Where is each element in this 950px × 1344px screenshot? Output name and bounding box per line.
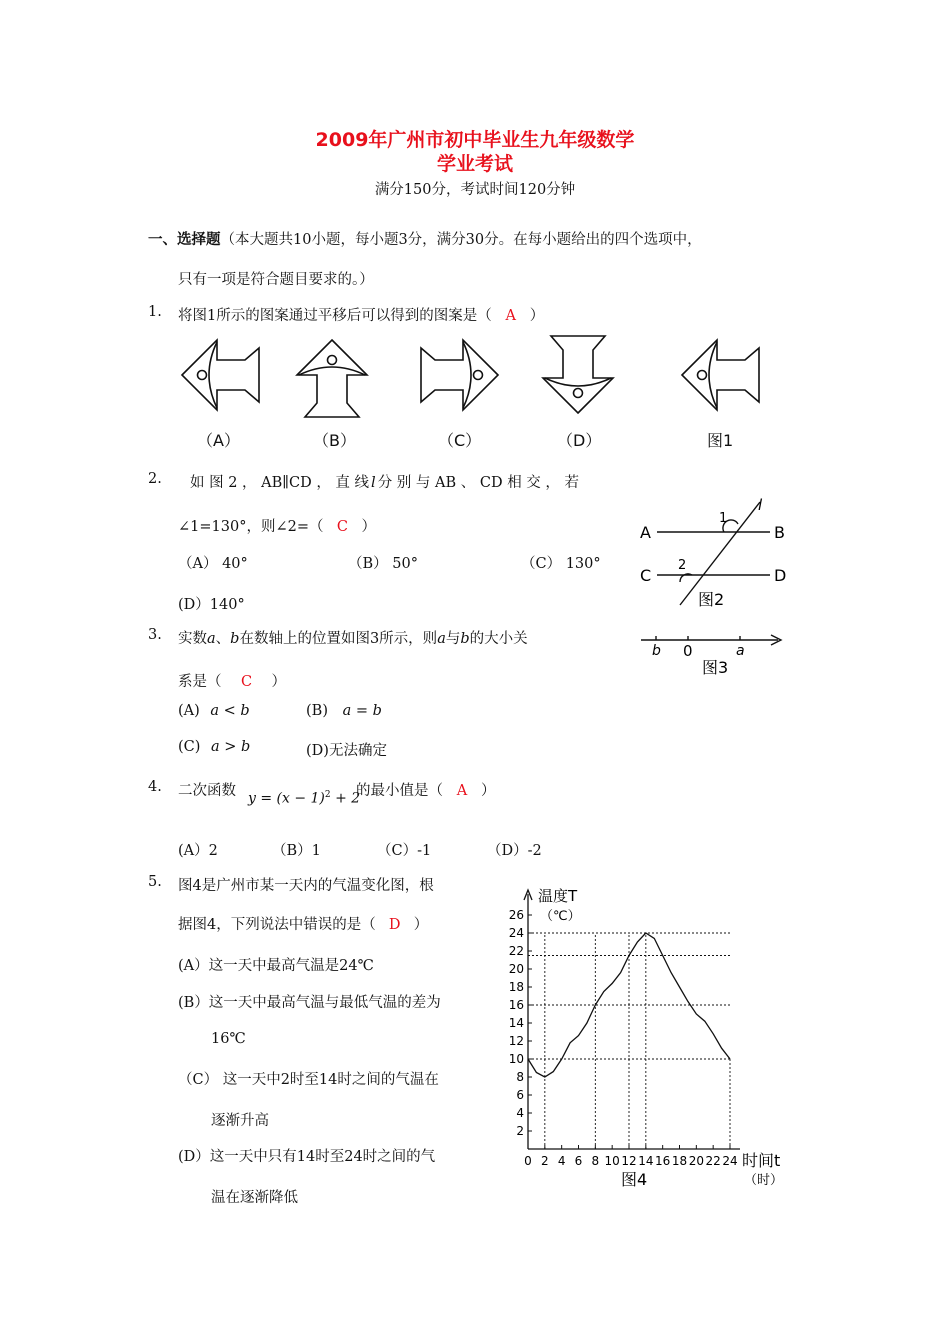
q3-var-a2: a <box>437 631 446 647</box>
label-d: D <box>774 566 787 585</box>
figure-3-caption: 图3 <box>702 658 729 677</box>
q3-answer: C <box>240 674 253 690</box>
q4-option-c: （C）-1 <box>377 843 432 859</box>
q5-option-c: （C） 这一天中2时至14时之间的气温在 <box>178 1072 439 1088</box>
q5-line1: 图4是广州市某一天内的气温变化图，根 <box>178 878 434 894</box>
y-tick-label: 24 <box>508 926 524 940</box>
q5-option-d-line2: 温在逐渐降低 <box>211 1190 298 1206</box>
page-title-line2: 学业考试 <box>436 153 513 175</box>
q4-formula <box>248 790 360 807</box>
q2-close: ） <box>361 519 376 535</box>
q4-option-d: （D）-2 <box>487 843 542 859</box>
q4-formula-tail: + 2 <box>330 790 361 807</box>
x-tick-label: 12 <box>621 1154 637 1168</box>
q2-text2: 分 别 与 AB 、 CD 相 交 ， 若 <box>377 475 580 491</box>
q5-close: ） <box>413 917 429 933</box>
q3-var-a: a <box>207 631 216 647</box>
x-tick-label: 2 <box>541 1154 549 1168</box>
q3-option-d: (D)无法确定 <box>306 743 387 759</box>
q3-close: ） <box>271 674 286 690</box>
y-tick-label: 8 <box>516 1070 524 1084</box>
label-b: b <box>652 643 661 659</box>
q5-answer: D <box>388 917 401 933</box>
q2-option-b: （B） 50° <box>348 556 418 572</box>
angle-2-label: 2 <box>678 558 687 573</box>
q4-option-b: （B）1 <box>272 843 321 859</box>
q4-option-a: (A）2 <box>178 843 218 859</box>
q4-formula-exp: 2 <box>324 790 331 800</box>
q1-label-d: （D） <box>557 431 602 450</box>
y-tick-label: 2 <box>516 1124 524 1138</box>
q4-number: 4. <box>148 779 162 795</box>
q5-line2: 据图4，下列说法中错误的是（ <box>178 917 376 933</box>
q2-text: 如 图 2 ， AB∥CD ， 直 线 <box>190 475 370 491</box>
q5-number: 5. <box>148 874 162 890</box>
x-tick-label: 8 <box>591 1154 600 1168</box>
q1-label-fig1: 图1 <box>707 431 734 450</box>
x-axis-label: 时间t <box>742 1151 781 1170</box>
y-tick-label: 16 <box>508 998 524 1012</box>
y-axis-unit: （℃） <box>540 909 581 924</box>
q2-line-var: l <box>371 475 376 491</box>
y-tick-label: 20 <box>508 962 524 976</box>
x-tick-label: 18 <box>671 1154 688 1168</box>
y-tick-label: 22 <box>508 944 524 958</box>
x-tick-label: 22 <box>705 1154 721 1168</box>
angle-1-label: 1 <box>719 511 728 526</box>
x-tick-label: 14 <box>638 1154 654 1168</box>
q1-number: 1. <box>148 304 162 320</box>
q3-number: 3. <box>148 627 162 643</box>
q3-text-d: 的大小关 <box>469 631 528 647</box>
q3-var-b: b <box>230 631 240 647</box>
section-intro <box>148 228 702 249</box>
q2-option-d: (D）140° <box>178 597 245 613</box>
label-l: l <box>758 496 763 514</box>
q5-option-d: (D）这一天中只有14时至24时之间的气 <box>178 1149 436 1165</box>
q3-option-b: (B) a = b <box>306 703 382 719</box>
q4-text2: 的最小值是（ <box>356 783 443 799</box>
q3-sep: 、 <box>215 631 231 647</box>
x-tick-label: 10 <box>604 1154 620 1168</box>
q1-label-b: （B） <box>313 431 356 450</box>
figure-1c-shape <box>421 340 498 410</box>
section-heading: 一、选择题 <box>148 231 221 248</box>
q2-option-a: （A） 40° <box>178 556 248 572</box>
x-tick-label: 0 <box>524 1154 532 1168</box>
q1-label-a: （A） <box>197 431 240 450</box>
y-tick-label: 12 <box>508 1034 524 1048</box>
q3-stem-line2 <box>178 670 286 691</box>
page-title: 2009年广州市初中毕业生九年级数学 <box>315 129 635 151</box>
y-tick-label: 6 <box>516 1088 524 1102</box>
figure-1d-shape <box>543 336 613 413</box>
q1-stem <box>178 304 544 325</box>
q5-stem-line2 <box>178 913 428 934</box>
y-tick-label: 26 <box>508 908 524 922</box>
x-tick-label: 4 <box>557 1154 566 1168</box>
x-tick-label: 20 <box>688 1154 704 1168</box>
q5-option-b-line2: 16℃ <box>211 1031 246 1047</box>
label-c: C <box>640 566 652 585</box>
q5-option-a: (A）这一天中最高气温是24℃ <box>178 958 374 974</box>
q4-text: 二次函数 <box>178 783 236 799</box>
q3-text-c: 与 <box>445 631 461 647</box>
label-a: a <box>736 643 745 659</box>
q3-stem <box>178 627 528 648</box>
q2-stem-line2 <box>178 515 376 536</box>
y-tick-label: 18 <box>508 980 524 994</box>
q3-option-c: (C) a > b <box>178 739 251 755</box>
section-intro-line2: 只有一项是符合题目要求的。） <box>178 272 374 288</box>
q3-var-b2: b <box>460 631 470 647</box>
q2-answer: C <box>336 519 349 535</box>
q3-text2: 系是（ <box>178 674 222 690</box>
q2-number: 2. <box>148 471 162 487</box>
x-tick-label: 16 <box>655 1154 671 1168</box>
q1-label-c: （C） <box>438 431 482 450</box>
q2-option-c: （C） 130° <box>521 556 601 572</box>
chart-caption: 图4 <box>621 1170 648 1189</box>
label-b: B <box>774 523 785 542</box>
figure-1a-shape <box>182 340 259 410</box>
q3-option-a: (A) a < b <box>178 703 250 719</box>
q4-stem-tail <box>356 779 496 800</box>
page-subtitle: 满分150分，考试时间120分钟 <box>374 182 576 198</box>
figure-2-caption: 图2 <box>698 590 725 609</box>
q4-answer: A <box>456 783 468 799</box>
figure-1-original-shape <box>682 340 759 410</box>
q2-stem <box>190 471 579 492</box>
q3-text-a: 实数 <box>178 631 207 647</box>
y-tick-label: 4 <box>516 1106 524 1120</box>
x-axis-unit: （时） <box>744 1173 784 1188</box>
q3-figure <box>636 625 796 680</box>
q5-option-b: (B）这一天中最高气温与最低气温的差为 <box>178 995 441 1011</box>
q1-close: ） <box>529 308 545 324</box>
label-zero: 0 <box>683 642 693 660</box>
y-tick-label: 10 <box>508 1052 524 1066</box>
q2-text3: ∠1=130°，则∠2=（ <box>178 519 324 535</box>
q1-answer: A <box>505 308 516 324</box>
y-axis-label: 温度T <box>538 887 578 905</box>
label-a: A <box>640 523 651 542</box>
q5-option-c-line2: 逐渐升高 <box>211 1113 269 1129</box>
section-intro-text: （本大题共10小题，每小题3分，满分30分。在每小题给出的四个选项中， <box>220 232 702 248</box>
x-tick-label: 24 <box>722 1154 738 1168</box>
x-tick-label: 6 <box>574 1154 583 1168</box>
q4-close: ） <box>481 783 496 799</box>
q2-figure <box>632 492 802 612</box>
figure-1b-shape <box>297 340 367 417</box>
q4-formula-main: y = (x − 1) <box>248 790 325 807</box>
q3-text-b: 在数轴上的位置如图3所示，则 <box>239 631 438 647</box>
y-tick-label: 14 <box>508 1016 524 1030</box>
q1-text: 将图1所示的图案通过平移后可以得到的图案是（ <box>178 308 492 324</box>
figure-4-chart <box>500 880 800 1195</box>
